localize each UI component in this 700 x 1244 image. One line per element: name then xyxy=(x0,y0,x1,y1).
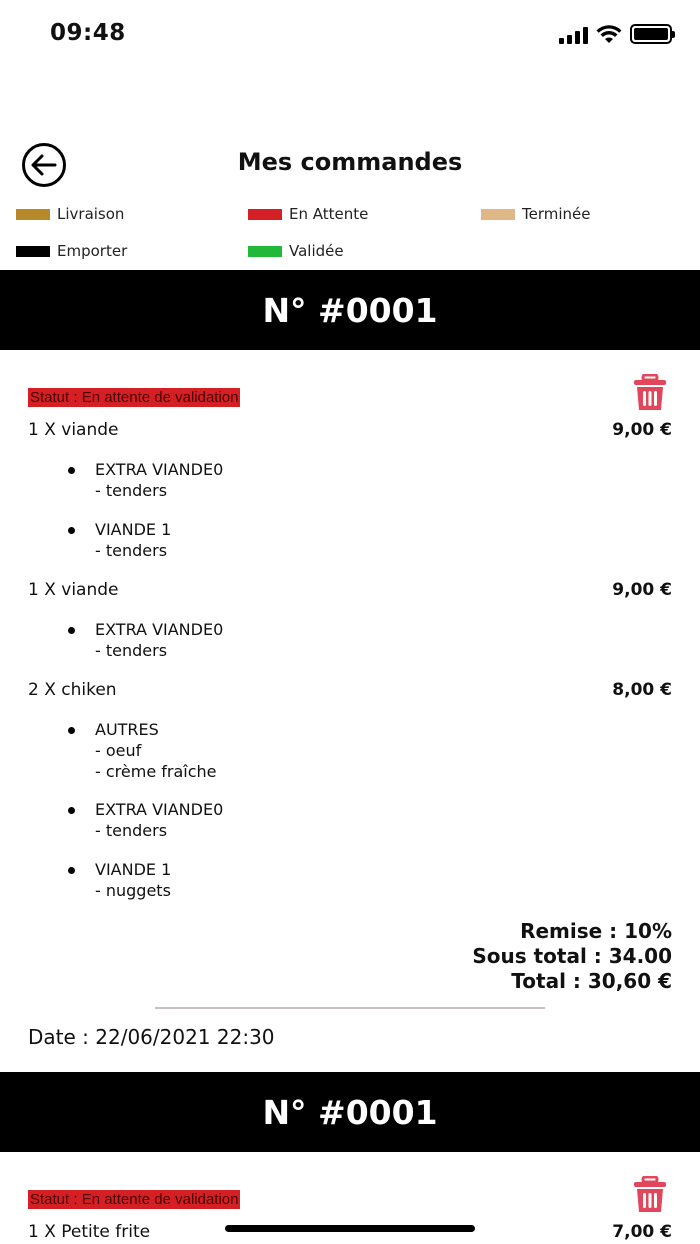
page-title: Mes commandes xyxy=(237,148,463,176)
bullet-icon xyxy=(68,867,75,874)
item-option xyxy=(70,459,223,501)
option-name: EXTRA VIANDE0 xyxy=(95,460,224,479)
item-price: 8,00 € xyxy=(612,680,672,700)
bullet-icon xyxy=(68,807,75,814)
order-date: Date : 22/06/2021 22:30 xyxy=(28,1025,275,1049)
home-indicator[interactable] xyxy=(225,1225,475,1232)
item-option xyxy=(70,859,171,901)
legend-label: Validée xyxy=(289,242,344,260)
status-icons xyxy=(559,24,672,44)
legend-item-livraison xyxy=(16,205,124,223)
legend-label: En Attente xyxy=(289,205,369,223)
order-line-item xyxy=(28,420,672,440)
legend-swatch xyxy=(248,209,282,220)
legend-swatch xyxy=(248,246,282,257)
order-line-item xyxy=(28,580,672,600)
option-value: - tenders xyxy=(95,541,168,560)
status-time: 09:48 xyxy=(50,20,126,46)
option-value: - nuggets xyxy=(95,881,171,900)
option-name: EXTRA VIANDE0 xyxy=(95,800,224,819)
item-price: 7,00 € xyxy=(612,1222,672,1242)
item-price: 9,00 € xyxy=(612,420,672,440)
item-option xyxy=(70,719,216,782)
legend-label: Livraison xyxy=(57,205,125,223)
item-label: 1 X viande xyxy=(28,420,119,440)
header xyxy=(0,140,700,190)
item-option xyxy=(70,799,223,841)
item-option xyxy=(70,619,223,661)
order-number-banner: N° #0001 xyxy=(0,1072,700,1152)
order-line-item xyxy=(28,680,672,700)
legend-label: Emporter xyxy=(57,242,128,260)
legend-item-validee xyxy=(248,242,344,260)
option-value: - tenders xyxy=(95,821,168,840)
option-value: - tenders xyxy=(95,641,168,660)
option-value: - oeuf xyxy=(95,741,142,760)
trash-icon[interactable] xyxy=(633,1176,667,1214)
bullet-icon xyxy=(68,727,75,734)
legend-label: Terminée xyxy=(522,205,591,223)
discount-text: Remise : 10% xyxy=(520,919,672,943)
total-text: Total : 30,60 € xyxy=(511,969,672,993)
legend-swatch xyxy=(16,246,50,257)
option-name: EXTRA VIANDE0 xyxy=(95,620,224,639)
legend-swatch xyxy=(16,209,50,220)
option-value: - tenders xyxy=(95,481,168,500)
legend-item-emporter xyxy=(16,242,127,260)
divider xyxy=(155,1007,545,1009)
item-label: 2 X chiken xyxy=(28,680,117,700)
order-totals xyxy=(472,919,672,994)
status-badge: Statut : En attente de validation xyxy=(30,1191,239,1208)
bullet-icon xyxy=(68,527,75,534)
legend-swatch xyxy=(481,209,515,220)
order-number-banner: N° #0001 xyxy=(0,270,700,350)
legend-item-terminee xyxy=(481,205,591,223)
trash-icon[interactable] xyxy=(633,374,667,412)
subtotal-text: Sous total : 34.00 xyxy=(472,944,672,968)
option-name: VIANDE 1 xyxy=(95,860,172,879)
item-price: 9,00 € xyxy=(612,580,672,600)
legend-item-en-attente xyxy=(248,205,368,223)
item-label: 1 X viande xyxy=(28,580,119,600)
bullet-icon xyxy=(68,467,75,474)
cellular-signal-icon xyxy=(559,26,588,44)
item-label: 1 X Petite frite xyxy=(28,1222,151,1242)
wifi-icon xyxy=(596,24,622,44)
option-name: VIANDE 1 xyxy=(95,520,172,539)
status-badge: Statut : En attente de validation xyxy=(30,389,239,406)
bullet-icon xyxy=(68,627,75,634)
option-name: AUTRES xyxy=(95,720,159,739)
battery-icon xyxy=(630,24,672,44)
item-option xyxy=(70,519,171,561)
option-value: - crème fraîche xyxy=(95,762,217,781)
status-bar xyxy=(0,0,700,68)
